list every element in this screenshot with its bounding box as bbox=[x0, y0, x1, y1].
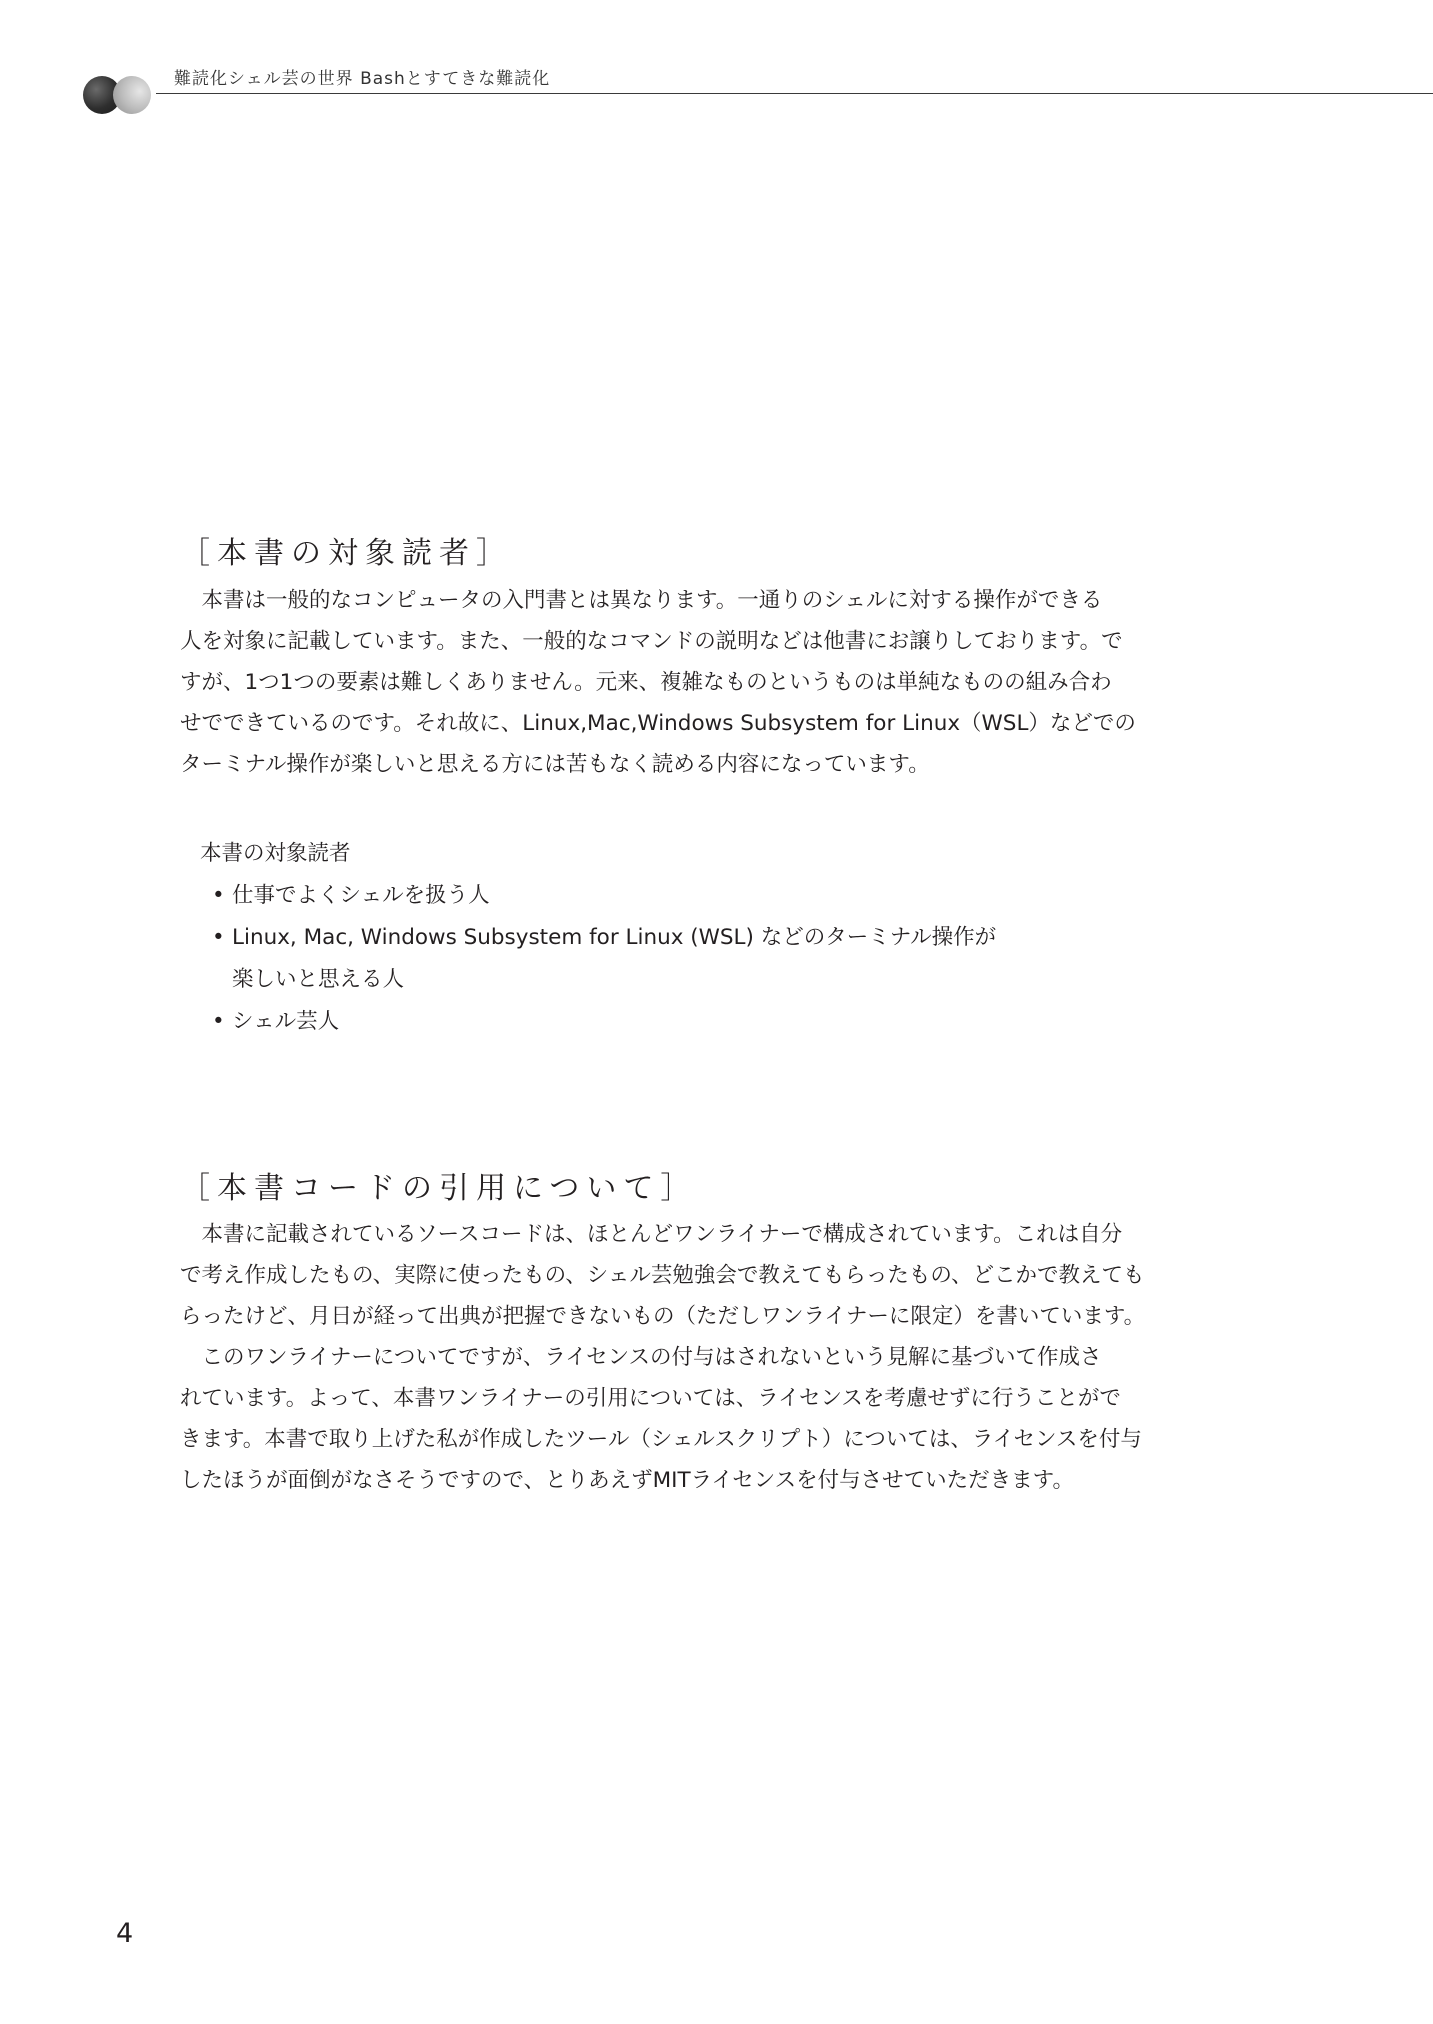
paragraph-line: このワンライナーについてですが、ライセンスの付与はされないという見解に基づいて作成さ bbox=[180, 1345, 1102, 1370]
paragraph-line: せでできているのです。それ故に、Linux,Mac,Windows Subsystem for Linux（WSL）などでの bbox=[180, 711, 1136, 736]
paragraph-line: 人を対象に記載しています。また、一般的なコマンドの説明などは他書にお譲りしております。で bbox=[180, 629, 1123, 654]
audience-list bbox=[180, 875, 996, 1043]
paragraph-line: らったけど、月日が経って出典が把握できないもの（ただしワンライナーに限定）を書いています。 bbox=[180, 1304, 1146, 1329]
bullet-icon: • bbox=[212, 925, 225, 950]
audience-list-block bbox=[180, 833, 996, 1043]
list-item-continuation: 楽しいと思える人 bbox=[232, 967, 405, 992]
list-item bbox=[180, 917, 996, 1001]
paragraph-line: で考え作成したもの、実際に使ったもの、シェル芸勉強会で教えてもらったもの、どこかで教えても bbox=[180, 1263, 1145, 1288]
audience-paragraph bbox=[180, 580, 1180, 785]
citation-paragraph bbox=[180, 1214, 1180, 1501]
paragraph-line: れています。よって、本書ワンライナーの引用については、ライセンスを考慮せずに行うことがで bbox=[180, 1386, 1121, 1411]
paragraph-line: 本書に記載されているソースコードは、ほとんどワンライナーで構成されています。これは自分 bbox=[180, 1222, 1123, 1247]
paragraph-line: きます。本書で取り上げた私が作成したツール（シェルスクリプト）については、ライセンスを付与 bbox=[180, 1427, 1142, 1452]
paragraph-line: したほうが面倒がなさそうですので、とりあえずMITライセンスを付与させていただきます。 bbox=[180, 1468, 1074, 1493]
bullet-icon: • bbox=[212, 883, 225, 908]
list-item-text: シェル芸人 bbox=[232, 1009, 340, 1034]
list-item bbox=[180, 875, 996, 917]
light-circle-ornament bbox=[113, 76, 151, 114]
paragraph-line: すが、1つ1つの要素は難しくありません。元来、複雑なものというものは単純なものの組み合わ bbox=[180, 670, 1112, 695]
list-item bbox=[180, 1001, 996, 1043]
paragraph-line: ターミナル操作が楽しいと思える方には苦もなく読める内容になっています。 bbox=[180, 752, 930, 777]
paragraph-line: 本書は一般的なコンピュータの入門書とは異なります。一通りのシェルに対する操作ができる bbox=[180, 588, 1103, 613]
section-heading-audience: ［本書の対象読者］ bbox=[180, 536, 513, 571]
list-item-text: Linux, Mac, Windows Subsystem for Linux (WSL) などのターミナル操作が bbox=[232, 925, 997, 950]
page-number: 4 bbox=[116, 1918, 134, 1949]
bullet-icon: • bbox=[212, 1009, 225, 1034]
list-item-text: 仕事でよくシェルを扱う人 bbox=[232, 883, 490, 908]
header-rule bbox=[156, 93, 1433, 94]
list-title: 本書の対象読者 bbox=[200, 841, 351, 866]
section-heading-citation: ［本書コードの引用について］ bbox=[180, 1171, 698, 1206]
running-header-title: 難読化シェル芸の世界 Bashとすてきな難読化 bbox=[174, 69, 551, 89]
header-decoration bbox=[83, 76, 155, 114]
